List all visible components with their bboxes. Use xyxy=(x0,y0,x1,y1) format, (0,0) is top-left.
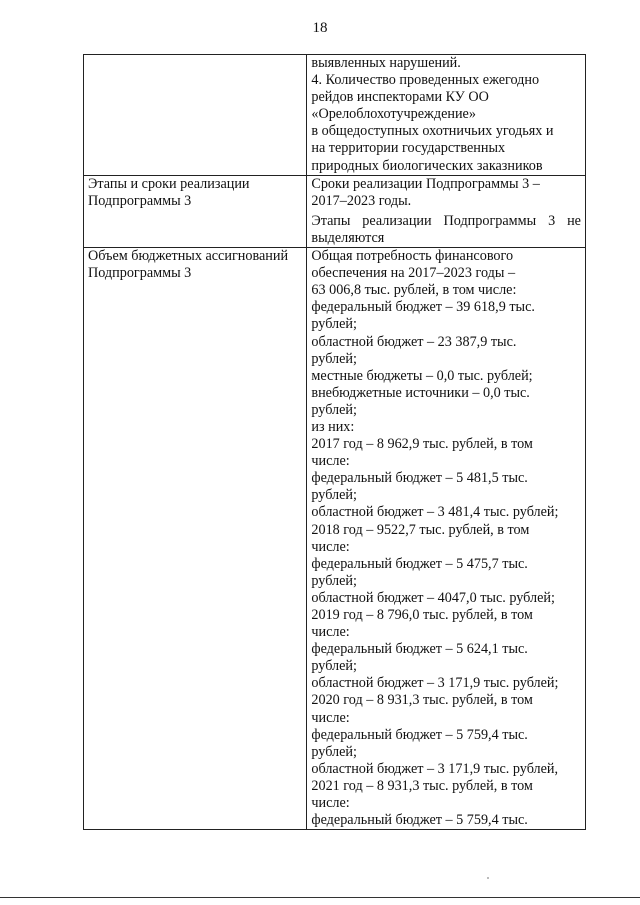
passport-table xyxy=(83,54,586,830)
text-line: числе: xyxy=(311,453,350,470)
text-line: на территории государственных xyxy=(311,140,506,157)
table-row xyxy=(84,175,586,247)
text-line: природных биологических заказников xyxy=(311,157,543,174)
text-line: в общедоступных охотничьих угодьях и xyxy=(311,123,554,140)
page-number: 18 xyxy=(312,20,328,36)
text-line: рублей; xyxy=(311,350,357,367)
text-line: рублей; xyxy=(311,316,357,333)
text-line: федеральный бюджет – 5 475,7 тыс. xyxy=(311,555,528,572)
text-line: рублей; xyxy=(311,487,357,504)
text-line: 2020 год – 8 931,3 тыс. рублей, в том xyxy=(311,692,533,709)
text-line: Общая потребность финансового xyxy=(311,248,514,265)
text-line: рублей; xyxy=(311,658,357,675)
table-row xyxy=(84,248,586,830)
text-line: рублей; xyxy=(311,572,357,589)
text-line: федеральный бюджет – 39 618,9 тыс. xyxy=(311,299,535,316)
text-line: областной бюджет – 3 481,4 тыс. рублей; xyxy=(311,504,559,521)
text-line: обеспечения на 2017–2023 годы – xyxy=(311,265,516,282)
text-line: областной бюджет – 4047,0 тыс. рублей; xyxy=(311,589,555,606)
text-line: выделяются xyxy=(311,229,385,246)
text-line: Сроки реализации Подпрограммы 3 – xyxy=(311,175,540,192)
text-line: 2017 год – 8 962,9 тыс. рублей, в том xyxy=(311,436,533,453)
text-line: числе: xyxy=(311,624,350,641)
text-line: 2021 год – 8 931,3 тыс. рублей, в том xyxy=(311,777,533,794)
row-label-cell xyxy=(84,248,307,830)
text-line: 4. Количество проведенных ежегодно xyxy=(311,72,540,89)
row-label: Объем бюджетных ассигнований Подпрограммы 3 xyxy=(88,248,289,282)
row-label: Этапы и сроки реализации Подпрограммы 3 xyxy=(88,175,250,209)
text-line: числе: xyxy=(311,538,350,555)
text-line: из них: xyxy=(311,418,355,435)
text-line: Этапы реализации Подпрограммы 3 не xyxy=(311,212,581,229)
row-label-cell xyxy=(84,175,307,247)
text-line: рублей; xyxy=(311,401,357,418)
text-line: федеральный бюджет – 5 481,5 тыс. xyxy=(311,470,528,487)
text-line: 2019 год – 8 796,0 тыс. рублей, в том xyxy=(311,607,533,623)
text-line: областной бюджет – 3 171,9 тыс. рублей; xyxy=(311,675,559,692)
row-value-cell xyxy=(307,55,586,176)
page-bottom-edge xyxy=(0,897,640,898)
text-line: федеральный бюджет – 5 624,1 тыс. xyxy=(311,641,528,658)
text-line: местные бюджеты – 0,0 тыс. рублей; xyxy=(311,367,533,384)
text-line: 2017–2023 годы. xyxy=(311,192,412,209)
row-value-cell xyxy=(307,175,586,247)
scan-speck xyxy=(487,877,489,879)
text-line: внебюджетные источники – 0,0 тыс. xyxy=(311,384,530,401)
text-line: федеральный бюджет – 5 759,4 тыс. xyxy=(311,726,528,743)
text-line: рублей; xyxy=(311,743,357,760)
text-line: выявленных нарушений. xyxy=(311,55,461,71)
row-value-cell xyxy=(307,248,586,830)
text-line: областной бюджет – 3 171,9 тыс. рублей, xyxy=(311,760,559,777)
text-line: «Орелоблохотучреждение» xyxy=(311,106,476,123)
text-line: рейдов инспекторами КУ ОО xyxy=(311,89,489,106)
text-line: 2018 год – 9522,7 тыс. рублей, в том xyxy=(311,521,530,538)
row-label-cell xyxy=(84,55,307,176)
text-line: федеральный бюджет – 5 759,4 тыс. xyxy=(311,812,528,829)
text-line: областной бюджет – 23 387,9 тыс. xyxy=(311,333,517,350)
table-row xyxy=(84,55,586,176)
text-line: числе: xyxy=(311,709,350,726)
text-line: числе: xyxy=(311,795,350,812)
text-line: 63 006,8 тыс. рублей, в том числе: xyxy=(311,282,517,299)
